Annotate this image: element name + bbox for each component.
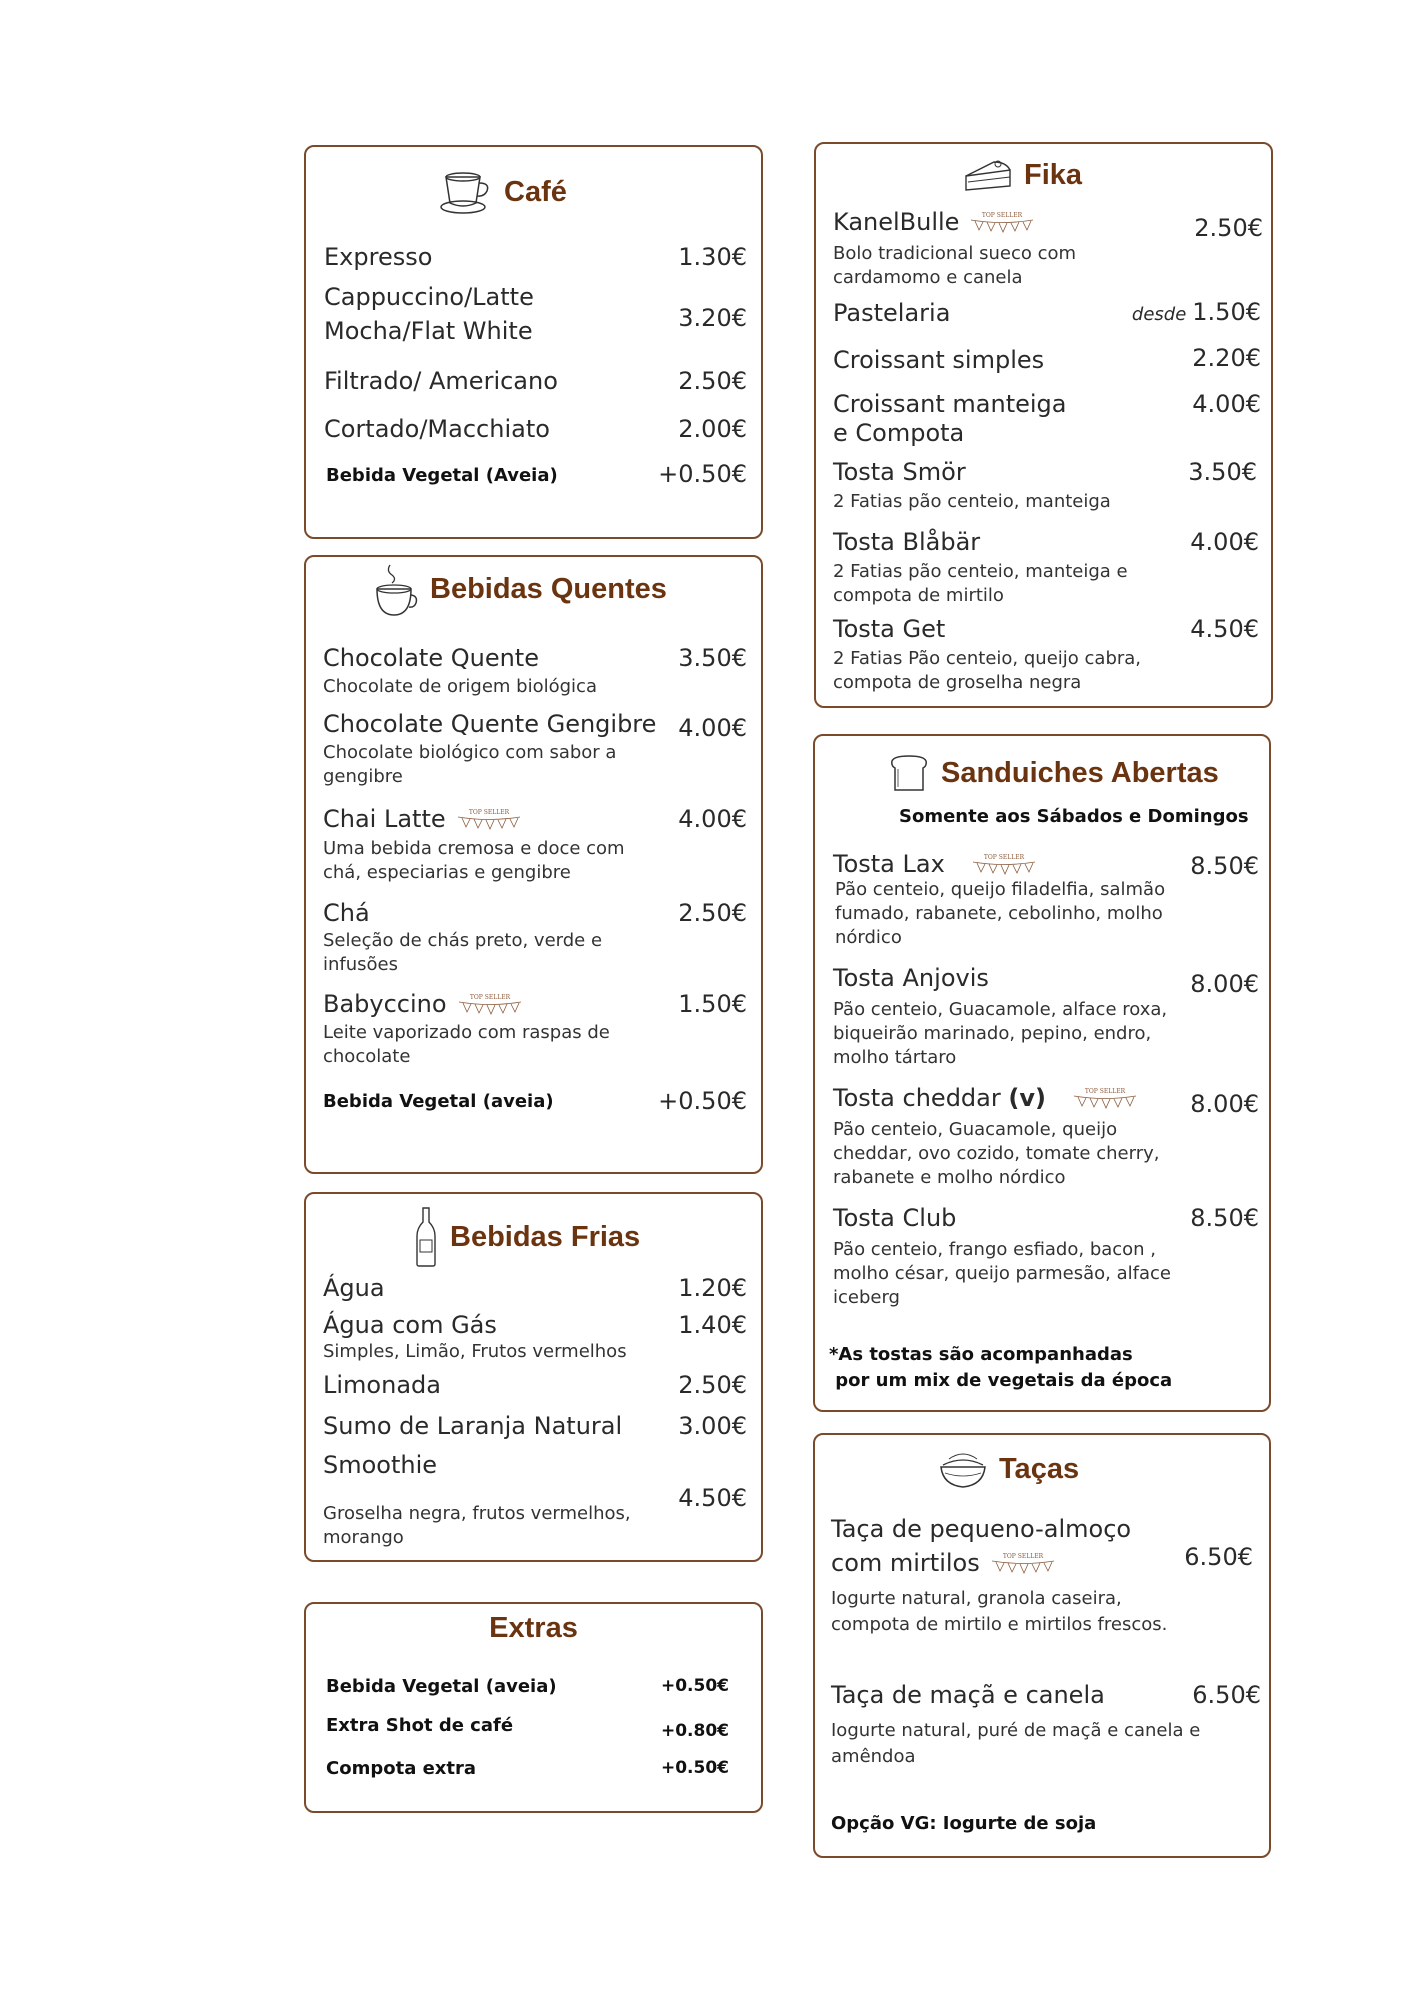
extras-header: [306, 1612, 761, 1645]
bottle-icon: [414, 1206, 438, 1268]
menu-item-name: Smoothie: [323, 1451, 438, 1479]
menu-item-description: Chocolate de origem biológica: [323, 676, 597, 697]
menu-item-price: 1.20€: [678, 1274, 747, 1302]
bebidas-quentes-section: [304, 555, 763, 1174]
menu-item-price: 2.50€: [678, 367, 747, 395]
menu-item-name: Expresso: [324, 243, 433, 271]
price-prefix: desde: [1131, 304, 1187, 325]
menu-item-name: Mocha/Flat White: [324, 317, 533, 345]
fika-title: Fika: [1024, 158, 1083, 191]
menu-item-price: 8.00€: [1190, 970, 1259, 998]
menu-item-chai-latte: [323, 805, 522, 833]
vegetarian-tag: (v): [1008, 1084, 1046, 1112]
menu-item-name: e Compota: [833, 419, 965, 447]
menu-item-name: Água: [323, 1274, 385, 1302]
tacas-title: Taças: [999, 1452, 1080, 1485]
bebidas-quentes-header: [372, 561, 667, 617]
menu-item-description: Iogurte natural, granola caseira,: [831, 1588, 1122, 1609]
menu-item-description: morango: [323, 1527, 404, 1548]
top-seller-text: TOP SELLER: [982, 212, 1023, 219]
menu-item-description: molho césar, queijo parmesão, alface: [833, 1263, 1171, 1284]
menu-item-name: Tosta Anjovis: [833, 964, 989, 992]
menu-item-description: rabanete e molho nórdico: [833, 1167, 1066, 1188]
menu-item-description: Iogurte natural, puré de maçã e canela e: [831, 1720, 1201, 1741]
cafe-title: Café: [504, 175, 567, 208]
top-seller-badge: [1072, 1086, 1138, 1112]
menu-item-price: 3.50€: [1188, 458, 1257, 486]
menu-item-description: molho tártaro: [833, 1047, 957, 1068]
menu-item-price: 8.00€: [1190, 1090, 1259, 1118]
menu-item-description: biqueirão marinado, pepino, endro,: [833, 1023, 1152, 1044]
menu-item-name: Filtrado/ Americano: [324, 367, 558, 395]
menu-item-price: 2.50€: [678, 899, 747, 927]
bebidas-frias-header: [414, 1206, 640, 1268]
menu-item-price: +0.50€: [658, 460, 747, 488]
menu-item-description: infusões: [323, 954, 398, 975]
extras-title: Extras: [489, 1612, 578, 1644]
menu-item-description: Uma bebida cremosa e doce com: [323, 838, 625, 859]
menu-item-name: Croissant manteiga: [833, 390, 1067, 418]
menu-item-price: 4.50€: [678, 1484, 747, 1512]
top-seller-badge: [456, 807, 522, 833]
menu-item-name: Tosta Blåbär: [833, 528, 981, 556]
bebidas-frias-section: [304, 1192, 763, 1562]
menu-item-name: Compota extra: [326, 1758, 477, 1779]
menu-item-price: 1.30€: [678, 243, 747, 271]
menu-item-price: 2.50€: [678, 1371, 747, 1399]
top-seller-badge: [969, 210, 1035, 236]
top-seller-text: TOP SELLER: [1084, 1088, 1126, 1095]
menu-item-description: Chocolate biológico com sabor a: [323, 742, 617, 763]
menu-item-price: +0.80€: [660, 1721, 729, 1741]
menu-item-name: KanelBulle: [833, 208, 960, 236]
menu-item-name: Taça de maçã e canela: [831, 1681, 1105, 1709]
menu-item-description: Seleção de chás preto, verde e: [323, 930, 603, 951]
menu-item-name: Bebida Vegetal (aveia): [323, 1091, 554, 1112]
menu-item-description: Pão centeio, queijo filadelfia, salmão: [835, 879, 1166, 900]
menu-item-price: 3.00€: [678, 1412, 747, 1440]
menu-item-description: amêndoa: [831, 1746, 916, 1767]
tacas-note: Opção VG: Iogurte de soja: [831, 1813, 1097, 1834]
menu-item-name: Chocolate Quente Gengibre: [323, 710, 657, 738]
menu-item-price: 1.50€: [1192, 298, 1261, 326]
bread-icon: [889, 754, 929, 792]
menu-item-description: compota de mirtilo e mirtilos frescos.: [831, 1614, 1168, 1635]
top-seller-badge: [971, 852, 1037, 878]
menu-item-name: Tosta Get: [833, 615, 946, 643]
menu-item-description: chá, especiarias e gengibre: [323, 862, 571, 883]
menu-item-name: Chai Latte: [323, 805, 446, 833]
menu-item-price: 8.50€: [1190, 852, 1259, 880]
menu-item-description: Pão centeio, Guacamole, queijo: [833, 1119, 1118, 1140]
menu-item-price: 6.50€: [1184, 1543, 1253, 1571]
menu-item-description: 2 Fatias Pão centeio, queijo cabra,: [833, 648, 1142, 669]
menu-item-price: 2.50€: [1194, 214, 1263, 242]
menu-item-name: Pastelaria: [833, 299, 951, 327]
menu-item-price: 8.50€: [1190, 1204, 1259, 1232]
menu-item-description: chocolate: [323, 1046, 411, 1067]
menu-item-name: Tosta Lax: [833, 850, 945, 878]
tacas-header: [939, 1449, 1079, 1489]
menu-item-name: Cappuccino/Latte: [324, 283, 534, 311]
menu-item-description: nórdico: [835, 927, 902, 948]
top-seller-text: TOP SELLER: [468, 809, 509, 816]
menu-item-tosta-lax: [833, 850, 1037, 878]
menu-item-description: iceberg: [833, 1287, 900, 1308]
menu-item-name: Tosta Club: [833, 1204, 957, 1232]
menu-item-name: Extra Shot de café: [326, 1715, 514, 1736]
menu-item-description: cardamomo e canela: [833, 267, 1023, 288]
menu-item-name: Cortado/Macchiato: [324, 415, 550, 443]
menu-item-description: 2 Fatias pão centeio, manteiga: [833, 491, 1111, 512]
menu-item-price: 4.00€: [1192, 390, 1261, 418]
menu-item-price: 4.00€: [678, 714, 747, 742]
top-seller-badge: [457, 992, 523, 1018]
menu-item-description: compota de groselha negra: [833, 672, 1082, 693]
menu-item-description: Pão centeio, frango esfiado, bacon ,: [833, 1239, 1157, 1260]
menu-item-price: 3.20€: [678, 304, 747, 332]
menu-item-name: Croissant simples: [833, 346, 1045, 374]
extras-section: [304, 1602, 763, 1813]
menu-item-price: 4.50€: [1190, 615, 1259, 643]
menu-item-description: Groselha negra, frutos vermelhos,: [323, 1503, 631, 1524]
menu-item-description: Bolo tradicional sueco com: [833, 243, 1077, 264]
menu-item-description: Pão centeio, Guacamole, alface roxa,: [833, 999, 1168, 1020]
menu-item-name: Tosta Smör: [833, 458, 966, 486]
menu-item-price: +0.50€: [660, 1758, 729, 1778]
sanduiches-title: Sanduiches Abertas: [941, 756, 1219, 789]
menu-item-name: Sumo de Laranja Natural: [323, 1412, 623, 1440]
bebidas-quentes-title: Bebidas Quentes: [430, 572, 667, 605]
coffee-cup-icon: [438, 169, 492, 215]
menu-item-description: gengibre: [323, 766, 403, 787]
menu-item-description: Leite vaporizado com raspas de: [323, 1022, 610, 1043]
menu-item-name: Tosta cheddar: [833, 1084, 1001, 1112]
menu-item-name: Chocolate Quente: [323, 644, 539, 672]
sanduiches-section: [813, 734, 1271, 1412]
menu-item-description: compota de mirtilo: [833, 585, 1004, 606]
bebidas-frias-title: Bebidas Frias: [450, 1220, 641, 1253]
menu-item-description: 2 Fatias pão centeio, manteiga e: [833, 561, 1128, 582]
menu-item-price: +0.50€: [660, 1676, 729, 1696]
bowl-icon: [939, 1449, 987, 1489]
cafe-header: [438, 169, 567, 215]
cafe-section: [304, 145, 763, 539]
menu-item-price: 1.50€: [678, 990, 747, 1018]
tacas-section: [813, 1433, 1271, 1858]
top-seller-badge: [990, 1551, 1056, 1577]
cake-slice-icon: [964, 158, 1012, 192]
sanduiches-subtitle: Somente aos Sábados e Domingos: [899, 806, 1249, 827]
sanduiches-note: *As tostas são acompanhadas: [829, 1344, 1133, 1365]
top-seller-text: TOP SELLER: [1002, 1553, 1043, 1560]
menu-item-kanelbulle: [833, 208, 1035, 236]
menu-item-price: 3.50€: [678, 644, 747, 672]
menu-item-name: Bebida Vegetal (Aveia): [326, 465, 558, 486]
menu-item-name: com mirtilos: [831, 1549, 980, 1577]
menu-item-price: +0.50€: [658, 1087, 747, 1115]
menu-item-description: cheddar, ovo cozido, tomate cherry,: [833, 1143, 1160, 1164]
menu-item-name: Bebida Vegetal (aveia): [326, 1676, 557, 1697]
top-seller-text: TOP SELLER: [469, 994, 510, 1001]
menu-item-tosta-cheddar: [833, 1084, 1138, 1112]
menu-item-price: 1.40€: [678, 1311, 747, 1339]
menu-item-description: fumado, rabanete, cebolinho, molho: [835, 903, 1163, 924]
top-seller-text: TOP SELLER: [983, 854, 1024, 861]
sanduiches-note: por um mix de vegetais da época: [829, 1370, 1173, 1391]
sanduiches-header: [889, 754, 1219, 792]
menu-item-name: Água com Gás: [323, 1311, 497, 1339]
menu-item-name: Babyccino: [323, 990, 447, 1018]
menu-item-babyccino: [323, 990, 523, 1018]
hot-drink-mug-icon: [372, 561, 418, 617]
menu-item-price-group: [1132, 298, 1261, 326]
menu-item-name: Limonada: [323, 1371, 441, 1399]
fika-header: [964, 158, 1082, 192]
menu-item-price: 4.00€: [678, 805, 747, 833]
menu-item-name: Taça de pequeno-almoço: [831, 1515, 1132, 1543]
menu-item-price: 4.00€: [1190, 528, 1259, 556]
menu-item-taca-mirtilos: [831, 1549, 1056, 1577]
fika-section: [814, 142, 1273, 708]
menu-item-name: Chá: [323, 899, 370, 927]
menu-item-price: 2.00€: [678, 415, 747, 443]
menu-item-description: Simples, Limão, Frutos vermelhos: [323, 1341, 627, 1362]
menu-item-price: 6.50€: [1192, 1681, 1261, 1709]
menu-item-price: 2.20€: [1192, 344, 1261, 372]
